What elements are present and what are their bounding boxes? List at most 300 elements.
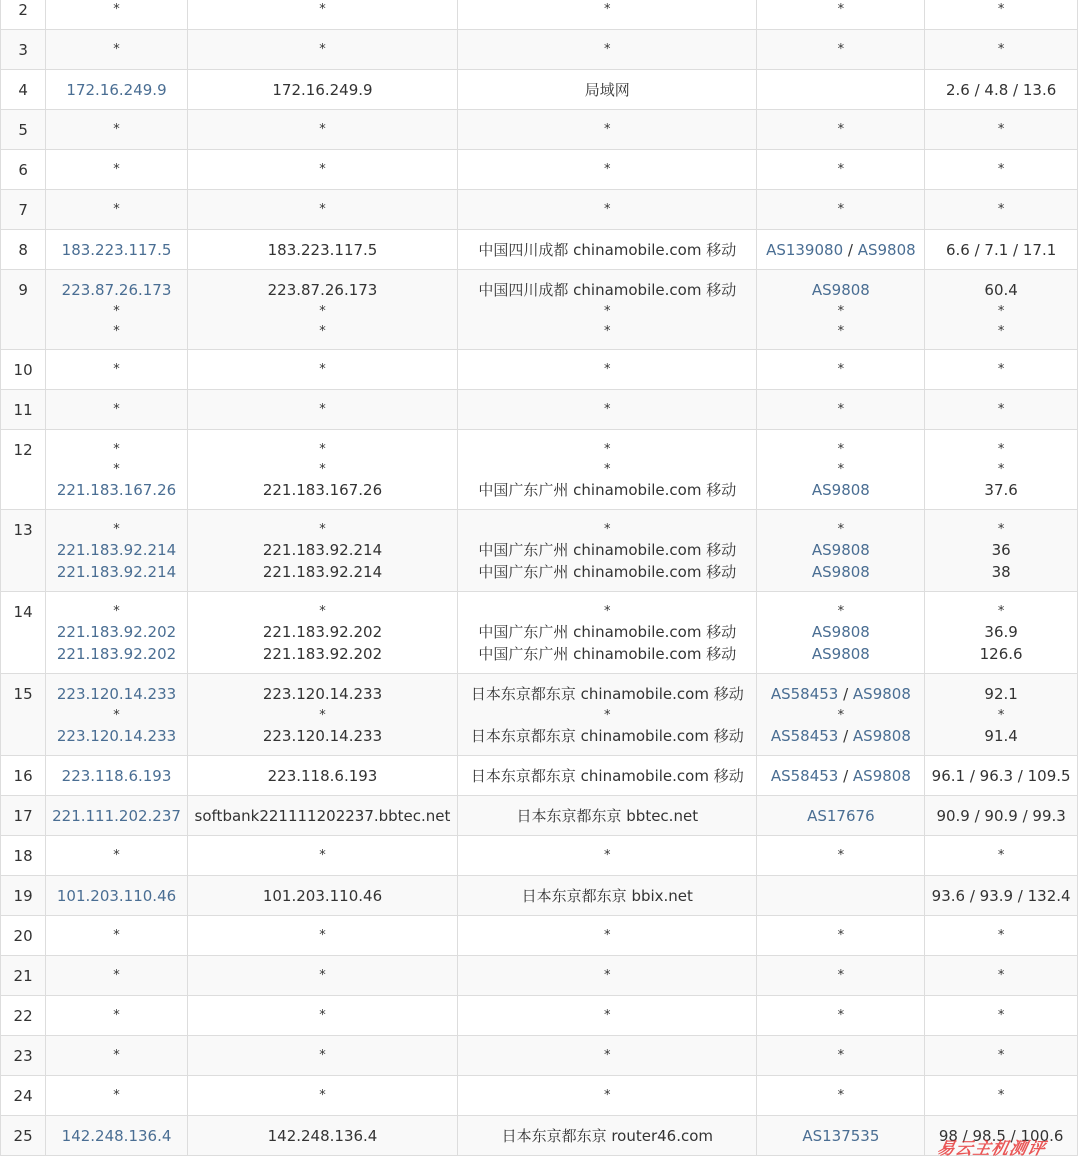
hostname-cell [187,350,457,390]
location-cell [458,430,757,510]
as-link[interactable]: AS58453 [770,767,839,785]
ip-cell [46,1036,188,1076]
hostname-cell [187,190,457,230]
rtt-text: 90.9 / 90.9 / 99.3 [936,807,1066,825]
as-line [761,359,920,379]
as-link[interactable]: AS9808 [811,281,870,299]
hostname-cell [187,150,457,190]
as-separator: / [838,767,853,785]
ip-link[interactable]: 221.183.167.26 [56,481,177,499]
ip-cell [46,1076,188,1116]
ip-cell [46,350,188,390]
ip-link[interactable]: 223.120.14.233 [56,727,177,745]
as-cell [757,756,925,796]
hop-row [1,996,1078,1036]
timeout-marker: * [604,324,611,339]
rtt-text: 96.1 / 96.3 / 109.5 [931,767,1071,785]
host-text: softbank221111202237.bbtec.net [194,807,451,825]
latency-cell [925,1076,1078,1116]
as-line [761,279,920,301]
hop-row [1,190,1078,230]
as-line [761,539,920,561]
hop-number: 17 [1,796,46,836]
ip-cell [46,796,188,836]
timeout-marker: * [604,202,611,217]
timeout-marker: * [604,42,611,57]
hop-number: 2 [1,0,46,30]
as-link[interactable]: AS17676 [807,807,875,825]
host-text: 221.183.92.202 [262,645,383,663]
timeout-marker: * [837,522,845,537]
hop-number: 19 [1,876,46,916]
as-link[interactable]: AS9808 [811,481,870,499]
timeout-marker: * [113,848,120,863]
as-cell [757,916,925,956]
as-cell [757,430,925,510]
as-link[interactable]: AS137535 [802,1127,880,1145]
hop-number: 6 [1,150,46,190]
latency-cell [925,756,1078,796]
timeout-marker: * [604,522,611,537]
timeout-marker: * [319,304,326,319]
hop-row [1,390,1078,430]
as-line [761,765,920,787]
as-cell [757,836,925,876]
host-text: 172.16.249.9 [272,81,373,99]
timeout-marker: * [319,402,326,417]
timeout-marker: * [837,604,845,619]
loc-text: 日本东京都东京 router46.com [501,1127,714,1145]
ip-cell [46,0,188,30]
timeout-marker: * [113,402,120,417]
timeout-marker: * [604,402,611,417]
hostname-cell [187,674,457,756]
timeout-marker: * [319,522,326,537]
latency-cell [925,30,1078,70]
timeout-marker: * [837,162,845,177]
loc-text: 日本东京都东京 bbtec.net [516,807,699,825]
location-cell [458,876,757,916]
ip-cell [46,430,188,510]
hop-number: 11 [1,390,46,430]
timeout-marker: * [319,162,326,177]
timeout-marker: * [604,122,611,137]
latency-cell [925,230,1078,270]
location-cell [458,916,757,956]
hostname-cell [187,30,457,70]
rtt-text: 98 / 98.5 / 100.6 [938,1127,1064,1145]
hop-row [1,510,1078,592]
hostname-cell [187,230,457,270]
timeout-marker: * [837,708,845,723]
latency-cell [925,1036,1078,1076]
latency-cell [925,1116,1078,1156]
loc-text: 中国广东广州 chinamobile.com 移动 [478,563,737,581]
hop-row [1,916,1078,956]
timeout-marker: * [604,708,611,723]
ip-link[interactable]: 223.118.6.193 [61,767,172,785]
loc-text: 中国广东广州 chinamobile.com 移动 [478,645,737,663]
host-text: 223.120.14.233 [262,685,383,703]
location-cell [458,30,757,70]
timeout-marker: * [319,1048,326,1063]
timeout-marker: * [319,442,326,457]
timeout-marker: * [997,604,1005,619]
timeout-marker: * [997,462,1005,477]
as-separator: / [838,685,853,703]
timeout-marker: * [604,2,611,17]
as-link[interactable]: AS9808 [811,541,870,559]
rtt-text: 60.4 [984,281,1018,299]
hop-row [1,270,1078,350]
timeout-marker: * [113,162,120,177]
as-line [761,1085,920,1105]
timeout-marker: * [319,462,326,477]
latency-cell [925,956,1078,996]
location-cell [458,510,757,592]
timeout-marker: * [604,1008,611,1023]
as-line [761,621,920,643]
as-cell [757,1116,925,1156]
timeout-marker: * [997,848,1005,863]
hop-number: 3 [1,30,46,70]
hop-number: 24 [1,1076,46,1116]
timeout-marker: * [319,202,326,217]
timeout-marker: * [837,1048,845,1063]
ip-link[interactable]: 172.16.249.9 [66,81,167,99]
hop-number: 5 [1,110,46,150]
as-link[interactable]: AS9808 [811,645,870,663]
latency-cell [925,876,1078,916]
timeout-marker: * [113,968,120,983]
timeout-marker: * [604,304,611,319]
latency-cell [925,190,1078,230]
host-text: 142.248.136.4 [267,1127,378,1145]
ip-cell [46,30,188,70]
timeout-marker: * [837,202,845,217]
as-line [761,725,920,747]
location-cell [458,70,757,110]
ip-link[interactable]: 101.203.110.46 [56,887,177,905]
hostname-cell [187,956,457,996]
location-cell [458,796,757,836]
hop-number: 10 [1,350,46,390]
loc-text: 日本东京都东京 chinamobile.com 移动 [470,767,744,785]
as-link[interactable]: AS9808 [857,241,916,259]
loc-text: 局域网 [584,81,630,99]
timeout-marker: * [837,928,845,943]
ip-cell [46,674,188,756]
ip-cell [46,756,188,796]
host-text: 221.183.92.214 [262,541,383,559]
rtt-text: 93.6 / 93.9 / 132.4 [931,887,1071,905]
hop-row [1,230,1078,270]
as-cell [757,996,925,1036]
as-link[interactable]: AS58453 [770,727,839,745]
timeout-marker: * [113,122,120,137]
loc-text: 中国广东广州 chinamobile.com 移动 [478,623,737,641]
hostname-cell [187,390,457,430]
timeout-marker: * [997,1008,1005,1023]
hostname-cell [187,876,457,916]
as-cell [757,796,925,836]
timeout-marker: * [113,522,120,537]
ip-cell [46,390,188,430]
hop-number: 14 [1,592,46,674]
ip-cell [46,1116,188,1156]
hop-number: 16 [1,756,46,796]
hostname-cell [187,0,457,30]
as-link[interactable]: AS9808 [852,685,911,703]
as-line [761,459,920,479]
ip-link[interactable]: 221.183.92.202 [56,623,177,641]
location-cell [458,150,757,190]
as-line [761,965,920,985]
as-cell [757,190,925,230]
loc-text: 日本东京都东京 chinamobile.com 移动 [470,727,744,745]
hop-number: 8 [1,230,46,270]
hostname-cell [187,270,457,350]
hop-number: 13 [1,510,46,592]
timeout-marker: * [113,462,120,477]
timeout-marker: * [604,1088,611,1103]
latency-cell [925,836,1078,876]
timeout-marker: * [604,162,611,177]
latency-cell [925,110,1078,150]
latency-cell [925,350,1078,390]
as-line [761,399,920,419]
hop-number: 22 [1,996,46,1036]
rtt-text: 36 [991,541,1011,559]
location-cell [458,996,757,1036]
ip-link[interactable]: 142.248.136.4 [61,1127,172,1145]
as-line [761,119,920,139]
ip-link[interactable]: 221.111.202.237 [52,807,181,825]
latency-cell [925,674,1078,756]
host-text: 183.223.117.5 [267,241,378,259]
hostname-cell [187,796,457,836]
as-cell [757,390,925,430]
timeout-marker: * [319,122,326,137]
as-cell [757,510,925,592]
timeout-marker: * [319,968,326,983]
as-line [761,601,920,621]
location-cell [458,230,757,270]
location-cell [458,1116,757,1156]
as-line [761,1005,920,1025]
host-text: 223.120.14.233 [262,727,383,745]
as-line [761,705,920,725]
as-link[interactable]: AS9808 [811,623,870,641]
timeout-marker: * [319,362,326,377]
timeout-marker: * [319,324,326,339]
ip-cell [46,510,188,592]
ip-cell [46,230,188,270]
latency-cell [925,430,1078,510]
ip-cell [46,190,188,230]
timeout-marker: * [113,304,120,319]
location-cell [458,756,757,796]
latency-cell [925,390,1078,430]
as-cell [757,110,925,150]
timeout-marker: * [997,928,1005,943]
location-cell [458,1076,757,1116]
timeout-marker: * [604,1048,611,1063]
as-line [761,39,920,59]
ip-link[interactable]: 221.183.92.214 [56,541,177,559]
hostname-cell [187,592,457,674]
rtt-text: 6.6 / 7.1 / 17.1 [945,241,1057,259]
hostname-cell [187,836,457,876]
timeout-marker: * [837,42,845,57]
timeout-marker: * [113,202,120,217]
as-line [761,683,920,705]
loc-text: 中国四川成都 chinamobile.com 移动 [478,241,737,259]
ip-cell [46,916,188,956]
as-line [761,439,920,459]
ip-cell [46,150,188,190]
loc-text: 中国广东广州 chinamobile.com 移动 [478,541,737,559]
timeout-marker: * [997,968,1005,983]
hop-row [1,756,1078,796]
hop-row [1,1116,1078,1156]
as-link[interactable]: AS9808 [852,727,911,745]
traceroute-table-body [1,0,1078,1156]
ip-link[interactable]: 223.87.26.173 [61,281,172,299]
as-cell [757,0,925,30]
as-link[interactable]: AS58453 [770,685,839,703]
hop-row [1,150,1078,190]
hop-number: 20 [1,916,46,956]
location-cell [458,270,757,350]
hop-number: 25 [1,1116,46,1156]
latency-cell [925,0,1078,30]
watermark: 易云主机测评 [935,1139,1048,1159]
timeout-marker: * [604,848,611,863]
ip-cell [46,876,188,916]
timeout-marker: * [837,362,845,377]
host-text: 223.118.6.193 [267,767,378,785]
timeout-marker: * [113,1048,120,1063]
as-cell [757,230,925,270]
timeout-marker: * [319,604,326,619]
host-text: 221.183.92.214 [262,563,383,581]
timeout-marker: * [319,848,326,863]
ip-cell [46,956,188,996]
as-link[interactable]: AS9808 [811,563,870,581]
hop-row [1,1076,1078,1116]
hop-row [1,350,1078,390]
hop-number: 4 [1,70,46,110]
host-text: 221.183.92.202 [262,623,383,641]
timeout-marker: * [837,462,845,477]
timeout-marker: * [319,1008,326,1023]
as-link[interactable]: AS139080 [766,241,844,259]
latency-cell [925,592,1078,674]
hop-row [1,956,1078,996]
ip-cell [46,270,188,350]
ip-cell [46,592,188,674]
as-line [761,301,920,321]
as-line [761,643,920,665]
ip-link[interactable]: 221.183.92.202 [56,645,177,663]
as-cell [757,30,925,70]
timeout-marker: * [997,402,1005,417]
hop-number: 12 [1,430,46,510]
timeout-marker: * [113,1008,120,1023]
rtt-text: 91.4 [984,727,1018,745]
ip-link[interactable]: 223.120.14.233 [56,685,177,703]
as-line [761,199,920,219]
timeout-marker: * [997,708,1005,723]
location-cell [458,956,757,996]
timeout-marker: * [113,1088,120,1103]
hop-row [1,70,1078,110]
rtt-text: 37.6 [984,481,1018,499]
hop-row [1,876,1078,916]
loc-text: 日本东京都东京 bbix.net [521,887,693,905]
as-cell [757,270,925,350]
loc-text: 中国四川成都 chinamobile.com 移动 [478,281,737,299]
as-link[interactable]: AS9808 [852,767,911,785]
hop-number: 23 [1,1036,46,1076]
as-line [761,0,920,19]
timeout-marker: * [837,402,845,417]
hostname-cell [187,756,457,796]
timeout-marker: * [997,362,1005,377]
location-cell [458,674,757,756]
hostname-cell [187,1036,457,1076]
timeout-marker: * [837,442,845,457]
timeout-marker: * [113,708,120,723]
timeout-marker: * [997,442,1005,457]
hop-number: 15 [1,674,46,756]
as-cell [757,674,925,756]
loc-text: 日本东京都东京 chinamobile.com 移动 [470,685,744,703]
ip-link[interactable]: 221.183.92.214 [56,563,177,581]
hop-row [1,674,1078,756]
hop-row [1,796,1078,836]
hop-row [1,110,1078,150]
timeout-marker: * [997,522,1005,537]
as-line [761,159,920,179]
timeout-marker: * [837,2,845,17]
timeout-marker: * [113,928,120,943]
timeout-marker: * [837,968,845,983]
ip-cell [46,70,188,110]
hop-row [1,1036,1078,1076]
location-cell [458,592,757,674]
timeout-marker: * [113,604,120,619]
timeout-marker: * [319,708,326,723]
as-cell [757,592,925,674]
timeout-marker: * [113,442,120,457]
ip-link[interactable]: 183.223.117.5 [61,241,172,259]
timeout-marker: * [997,1048,1005,1063]
as-line [761,885,920,907]
rtt-text: 92.1 [984,685,1018,703]
loc-text: 中国广东广州 chinamobile.com 移动 [478,481,737,499]
as-line [761,845,920,865]
hostname-cell [187,70,457,110]
ip-cell [46,836,188,876]
host-text: 221.183.167.26 [262,481,383,499]
latency-cell [925,70,1078,110]
timeout-marker: * [997,304,1005,319]
hop-row [1,836,1078,876]
latency-cell [925,510,1078,592]
timeout-marker: * [604,462,611,477]
